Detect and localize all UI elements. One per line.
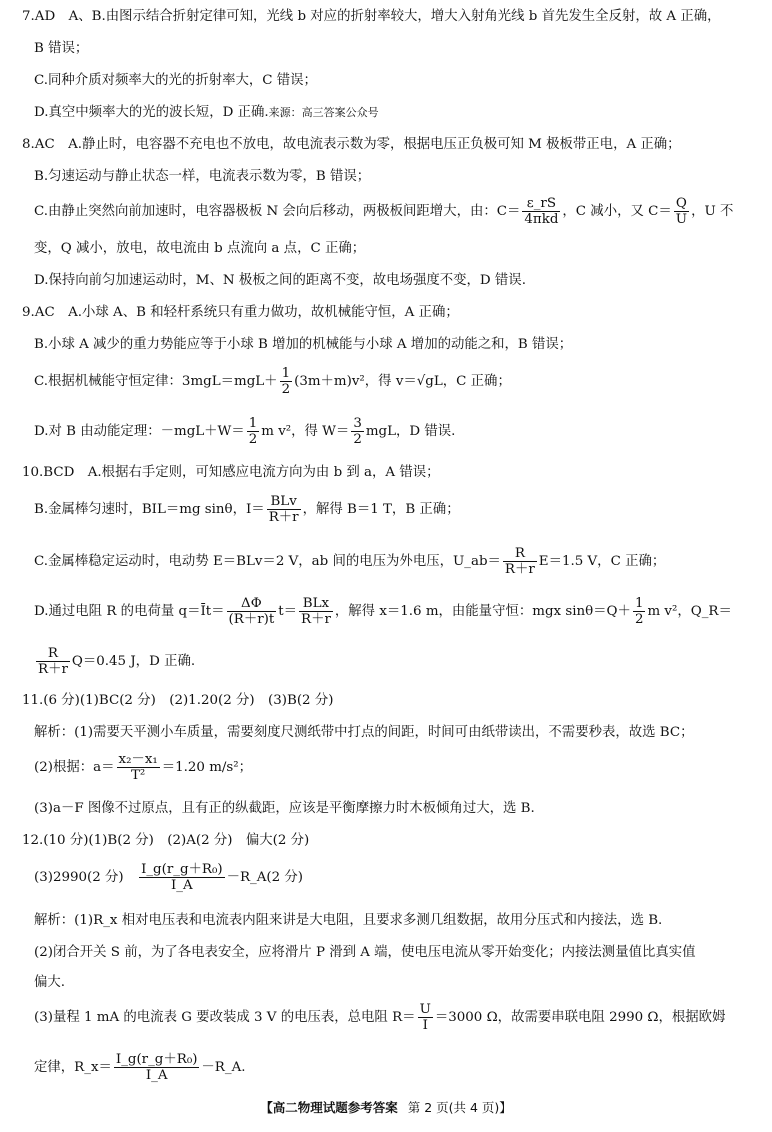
q9-line-3a: C.根据机械能守恒定律：3mgL＝mgL＋ (34, 374, 278, 389)
q9-line-4c: mgL，D 错误. (365, 424, 456, 439)
q7-line-2: B 错误； (34, 41, 89, 56)
q11-line-2: 解析：(1)需要天平测小车质量，需要刻度尺测纸带中打点的间距，时间可由纸带读出，不需要秒表，故选 BC； (34, 725, 694, 740)
q10-line-2a: B.金属棒匀速时，BIL＝mg sinθ，I＝ (34, 502, 265, 517)
q12-line-2b: －R_A(2 分) (226, 870, 304, 885)
heat-ratio-formula (36, 646, 70, 677)
q12-line-3: 解析：(1)R_x 相对电压表和电流表内阻来讲是大电阻，且要求多测几组数据，故用分压式和内接法，选 B. (34, 913, 663, 928)
capacitance-numerator: ε_rS (522, 196, 560, 212)
q8-line-3c: ，U 不 (691, 204, 734, 219)
q12-line-6a: (3)量程 1 mA 的电流表 G 要改装成 3 V 的电压表，总电阻 R＝ (34, 1010, 416, 1025)
q11-line-3a: (2)根据：a＝ (34, 760, 115, 775)
current-denominator: R＋r (268, 510, 299, 525)
q9-line-3 (34, 360, 511, 404)
q11-line-1: 11.(6 分)(1)BC(2 分) (2)1.20(2 分) (3)B(2 分) (22, 693, 334, 708)
capacitance-denominator: 4πkd (524, 212, 559, 227)
q8-line-4: 变，Q 减小，放电，故电流由 b 点流向 a 点，C 正确； (34, 241, 366, 256)
half-fraction (280, 366, 293, 397)
q12-line-7b: －R_A. (201, 1060, 246, 1075)
source-watermark: 来源：高三答案公众号 (268, 106, 379, 119)
charge-denominator: R＋r (301, 612, 331, 627)
q10-line-3b: E＝1.5 V，C 正确； (538, 554, 666, 569)
heat-ratio-denominator: R＋r (38, 662, 68, 677)
q7-line-4-text: D.真空中频率大的光的波长短，D 正确. (34, 105, 269, 120)
acceleration-denominator: T² (130, 768, 146, 783)
q9-line-3b: (3m＋m)v²，得 v＝√gL，C 正确； (294, 374, 511, 389)
q10-line-4c: ，解得 x＝1.6 m，由能量守恒：mgx sinθ＝Q＋ (334, 604, 631, 619)
q10-line-2b: ，解得 B＝1 T，B 正确； (302, 502, 460, 517)
voltage-divider-formula (503, 546, 537, 577)
charge-numerator: BLx (299, 596, 333, 612)
half-numerator-3: 1 (634, 596, 644, 611)
q11-line-3 (34, 746, 252, 790)
q10-line-4 (34, 590, 732, 634)
q10-line-3 (34, 540, 665, 584)
q8-line-3 (34, 190, 733, 234)
page-footer (0, 1098, 772, 1116)
q10-line-4a: D.通过电阻 R 的电荷量 q＝Īt＝ (34, 604, 225, 619)
three-halves-denominator: 2 (353, 432, 362, 447)
q10-line-4b: t＝ (278, 604, 298, 619)
q10-line-4d: m v²，Q_R＝ (647, 604, 732, 619)
half-numerator-2: 1 (248, 416, 258, 431)
total-resistance-formula (418, 1002, 433, 1033)
q-over-u-numerator: Q (674, 196, 689, 212)
heat-ratio-numerator: R (36, 646, 70, 662)
rx-numerator-2: I_g(r_g＋R₀) (115, 1052, 198, 1067)
q12-line-2 (34, 856, 303, 900)
rx-denominator-2: I_A (145, 1068, 168, 1083)
half-numerator: 1 (281, 366, 291, 381)
q12-line-1: 12.(10 分)(1)B(2 分) (2)A(2 分) 偏大(2 分) (22, 833, 310, 848)
half-fraction-3 (633, 596, 646, 627)
q10-line-2 (34, 488, 460, 532)
three-halves-fraction (351, 416, 364, 447)
capacitance-formula (522, 196, 560, 227)
q7-line-4 (34, 104, 379, 122)
three-halves-numerator: 3 (353, 416, 362, 431)
q-over-u-denominator: U (675, 212, 688, 227)
q11-line-4: (3)a－F 图像不过原点，且有正的纵截距，应该是平衡摩擦力时木板倾角过大，选 B. (34, 801, 535, 816)
q9-line-4a: D.对 B 由动能定理：－mgL＋W＝ (34, 424, 245, 439)
q8-line-1: 8.AC A.静止时，电容器不充电也不放电，故电流表示数为零，根据电压正负极可知 M 极板带正电，A 正确； (22, 137, 681, 152)
q8-line-5: D.保持向前匀加速运动时，M、N 极板之间的距离不变，故电场强度不变，D 错误. (34, 273, 526, 288)
rx-numerator: I_g(r_g＋R₀) (141, 862, 223, 877)
current-formula (267, 494, 301, 525)
flux-formula (227, 596, 277, 627)
q10-line-1: 10.BCD A.根据右手定则，可知感应电流方向为由 b 到 a，A 错误； (22, 465, 440, 480)
q9-line-4b: m v²，得 W＝ (261, 424, 350, 439)
current-numerator: BLv (267, 494, 301, 510)
voltage-divider-denominator: R＋r (504, 562, 535, 577)
q8-line-2: B.匀速运动与静止状态一样，电流表示数为零，B 错误； (34, 169, 371, 184)
q12-line-7 (34, 1046, 246, 1090)
half-denominator-3: 2 (634, 612, 644, 627)
q8-line-3b: ，C 减小，又 C＝ (562, 204, 672, 219)
footer-title: 【高二物理试题参考答案 (260, 1100, 398, 1115)
acceleration-formula (117, 752, 160, 783)
q9-line-1: 9.AC A.小球 A、B 和轻杆系统只有重力做功，故机械能守恒，A 正确； (22, 305, 459, 320)
q10-line-5b: Q＝0.45 J，D 正确. (71, 654, 196, 669)
q12-line-6b: ＝3000 Ω，故需要串联电阻 2990 Ω，根据欧姆 (434, 1010, 726, 1025)
q12-line-7a: 定律，R_x＝ (34, 1060, 112, 1075)
flux-numerator: ΔΦ (227, 596, 277, 612)
rx-denominator: I_A (170, 878, 193, 893)
q10-line-5 (34, 640, 195, 684)
charge-formula (299, 596, 333, 627)
half-fraction-2 (247, 416, 260, 447)
q10-line-3a: C.金属棒稳定运动时，电动势 E＝BLv＝2 V，ab 间的电压为外电压，U_ab＝ (34, 554, 501, 569)
acceleration-numerator: x₂－x₁ (118, 752, 158, 767)
q9-line-2: B.小球 A 减少的重力势能应等于小球 B 增加的机械能与小球 A 增加的动能之和，B 错误； (34, 337, 573, 352)
footer-page-number: 第 2 页(共 4 页)】 (407, 1100, 512, 1115)
q12-line-2a: (3)2990(2 分) (34, 870, 138, 885)
q12-line-5: 偏大. (34, 975, 66, 990)
voltage-divider-numerator: R (503, 546, 537, 562)
q7-line-3: C.同种介质对频率大的光的折射率大，C 错误； (34, 73, 317, 88)
q9-line-4 (34, 410, 455, 454)
q12-line-6 (34, 996, 725, 1040)
rx-formula-2 (114, 1052, 200, 1083)
q8-line-3a: C.由静止突然向前加速时，电容器极板 N 会向后移动，两极板间距增大，由：C＝ (34, 204, 521, 219)
q11-line-3b: ＝1.20 m/s²； (161, 760, 253, 775)
q-over-u-formula (674, 196, 689, 227)
total-resistance-numerator: U (419, 1002, 431, 1017)
total-resistance-denominator: I (422, 1018, 428, 1033)
rx-formula (139, 862, 225, 893)
flux-denominator: (R＋r)t (228, 612, 275, 627)
q7-line-1: 7.AD A、B.由图示结合折射定律可知，光线 b 对应的折射率较大，增大入射角光线 b 首先发生全反射，故 A 正确， (22, 9, 721, 24)
half-denominator: 2 (281, 382, 291, 397)
q12-line-4: (2)闭合开关 S 前，为了各电表安全，应将滑片 P 滑到 A 端，使电压电流从零开始变化；内接法测量值比真实值 (34, 945, 696, 960)
half-denominator-2: 2 (248, 432, 258, 447)
